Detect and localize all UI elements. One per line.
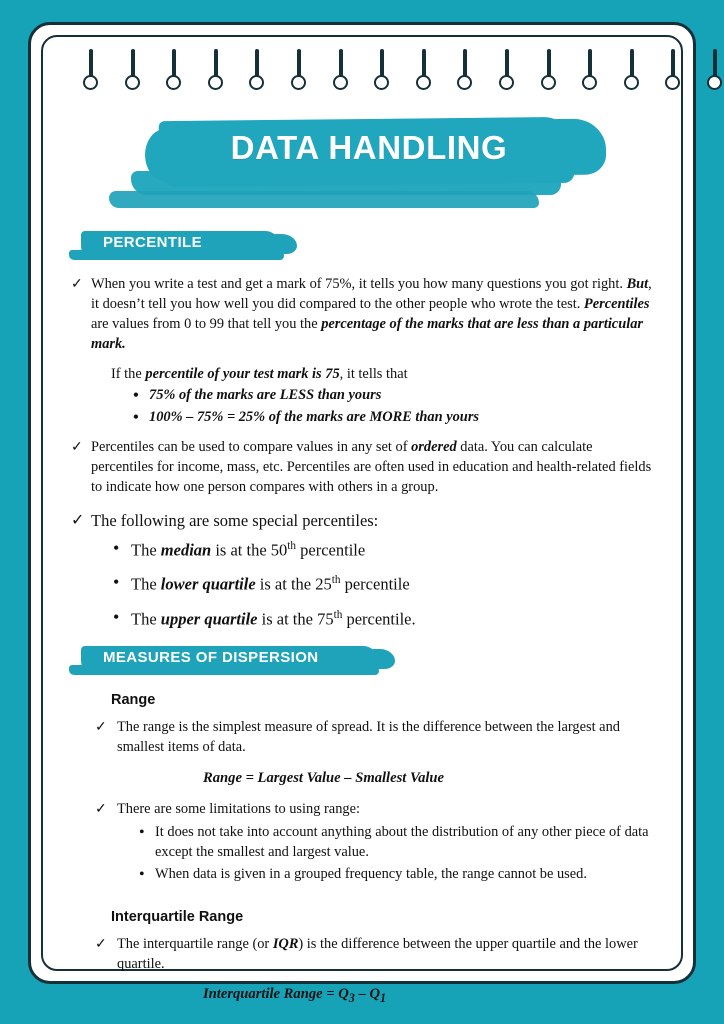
example-block <box>69 365 655 429</box>
text-run: is at the 25 <box>255 574 332 594</box>
spiral-ring <box>624 49 640 93</box>
text-run: Interquartile Range = Q <box>203 986 349 1003</box>
text-emphasis: IQR <box>272 935 299 952</box>
spiral-ring <box>125 49 141 93</box>
text-run: The <box>131 574 161 594</box>
spiral-ring <box>333 49 349 93</box>
spiral-ring <box>416 49 432 93</box>
section-heading-label: PERCENTILE <box>103 234 203 251</box>
subscript: 3 <box>348 991 355 1006</box>
text-run: There are some limitations to using range: <box>117 801 360 818</box>
spiral-ring <box>707 49 723 93</box>
text-run: When you write a test and get a mark of 75%, it tells you how many questions you got right. <box>91 276 627 292</box>
text-run: Percentiles can be used to compare values in any set of <box>91 439 412 456</box>
section-percentile-body <box>69 275 655 630</box>
check-icon: ✓ <box>71 277 83 292</box>
section-heading-percentile <box>69 231 655 265</box>
text-emphasis: ordered <box>411 439 457 456</box>
notebook-page <box>28 22 696 1006</box>
list-item <box>131 539 655 561</box>
paragraph-range-limitations <box>93 800 655 885</box>
text-run: The interquartile range (or <box>117 935 273 952</box>
paragraph-percentile-usage <box>69 438 655 498</box>
spiral-ring <box>665 49 681 93</box>
text-run: , it tells that <box>339 365 408 382</box>
document-content <box>43 93 681 1006</box>
list-item <box>131 573 655 595</box>
superscript: th <box>331 574 341 587</box>
text-run: The <box>131 540 161 560</box>
text-run: is at the 75 <box>257 609 334 629</box>
section-dispersion-body <box>69 690 655 1007</box>
text-run: If the <box>111 365 146 382</box>
list-item: • 75% of the marks are LESS than yours <box>149 386 655 406</box>
text-run: The following are some special percentiles: <box>91 510 379 530</box>
spiral-ring <box>582 49 598 93</box>
superscript: th <box>333 609 343 622</box>
text-emphasis: Percentiles <box>583 295 650 312</box>
subheading-range: Range <box>111 692 156 709</box>
check-icon: ✓ <box>95 720 107 736</box>
text-emphasis: percentile of your test mark is 75 <box>145 365 340 382</box>
paragraph-iqr-definition <box>93 935 655 975</box>
formula-interquartile-range <box>203 984 655 1007</box>
page-inner-border <box>41 35 683 1006</box>
paragraph-percentile-intro <box>69 275 655 355</box>
text-run: percentile. <box>342 609 416 629</box>
text-run: percentile <box>296 540 366 560</box>
spiral-binding <box>83 49 723 105</box>
text-emphasis: But <box>626 276 649 292</box>
text-run: , it doesn’t tell you how well you did compared to the other people who wrote the test. <box>91 276 652 312</box>
section-heading-measures-of-dispersion <box>69 646 655 680</box>
spiral-ring <box>166 49 182 93</box>
text-run: is at the 50 <box>211 540 288 560</box>
spiral-ring <box>291 49 307 93</box>
check-icon: ✓ <box>95 802 107 818</box>
subheading-interquartile-range: Interquartile Range <box>111 908 244 925</box>
text-run: ) is the difference between the upper quartile and the lower quartile. <box>117 935 638 972</box>
text-run: – Q <box>354 986 380 1003</box>
text-run: The <box>131 609 161 629</box>
check-icon: ✓ <box>95 936 107 952</box>
example-bullet-list <box>111 386 655 428</box>
text-run: The range is the simplest measure of spread. It is the difference between the largest and smallest items of data. <box>117 719 620 756</box>
range-limitations-list <box>117 823 655 885</box>
formula-range: Range = Largest Value – Smallest Value <box>203 770 445 787</box>
example-lead <box>111 365 655 385</box>
title-banner <box>69 105 655 225</box>
text-emphasis: median <box>160 540 212 560</box>
text-run: percentile <box>340 574 410 594</box>
paragraph-range-definition <box>93 718 655 758</box>
list-item: • When data is given in a grouped frequency table, the range cannot be used. <box>155 865 655 885</box>
text-emphasis: lower quartile <box>160 574 256 594</box>
spiral-ring <box>499 49 515 93</box>
section-heading-label: MEASURES OF DISPERSION <box>103 649 319 667</box>
check-icon: ✓ <box>71 440 83 456</box>
subscript: 1 <box>379 991 387 1006</box>
brush-stroke-decoration <box>109 191 539 208</box>
list-item: • It does not take into account anything about the distribution of any other piece of data except the smallest and largest value. <box>155 823 655 863</box>
spiral-ring <box>374 49 390 93</box>
list-item: • 100% – 75% = 25% of the marks are MORE than yours <box>149 408 655 428</box>
text-emphasis: percentage of the marks that are less than a particular mark. <box>91 315 643 352</box>
text-emphasis: upper quartile <box>160 609 258 629</box>
special-percentile-list <box>69 539 655 631</box>
spiral-ring <box>541 49 557 93</box>
page-title: DATA HANDLING <box>230 129 508 166</box>
spiral-ring <box>83 49 99 93</box>
spiral-ring <box>249 49 265 93</box>
text-run: are values from 0 to 99 that tell you the <box>91 315 322 332</box>
list-item <box>131 608 655 630</box>
superscript: th <box>287 539 297 552</box>
paragraph-special-percentiles-lead <box>69 510 655 533</box>
spiral-ring <box>457 49 473 93</box>
spiral-ring <box>208 49 224 93</box>
text-run: data. You can calculate percentiles for income, mass, etc. Percentiles are often used in education and health-related fields to indicate how one person compares with others in a group. <box>91 439 652 495</box>
check-icon: ✓ <box>71 511 85 529</box>
